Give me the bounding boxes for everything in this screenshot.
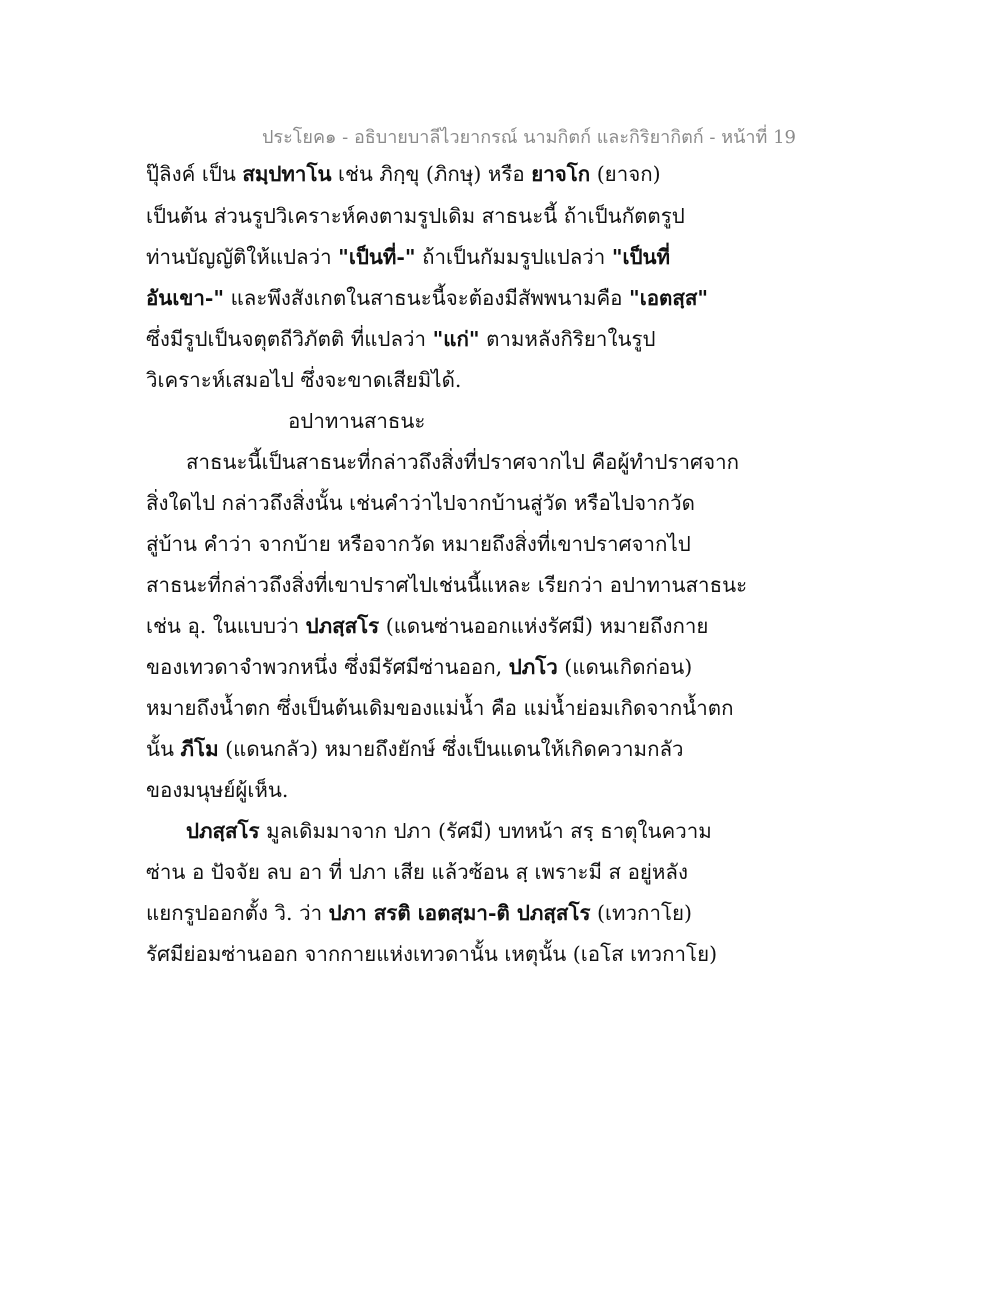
text-line xyxy=(146,612,708,642)
page-header: ประโยค๑ - อธิบายบาลีไวยากรณ์ นามกิตก์ และกิริยากิตก์ - หน้าที่ 19 xyxy=(262,127,796,148)
bold-term: ภีโม xyxy=(180,737,219,761)
text-line xyxy=(146,243,670,273)
text-line xyxy=(146,160,661,190)
text-run: สาธนะนี้เป็นสาธนะที่กล่าวถึงสิ่งที่ปราศจากไป คือผู้ทำปราศจาก xyxy=(186,450,739,474)
text-run: ซึ่งมีรูปเป็นจตุตถีวิภัตติ ที่แปลว่า xyxy=(146,327,433,351)
text-run: (ยาจก) xyxy=(590,162,661,186)
text-run: และพึงสังเกตในสาธนะนี้จะต้องมีสัพพนามคือ xyxy=(224,286,630,310)
bold-term: ปภา สรติ เอตสฺมา-ติ ปภสฺสโร xyxy=(328,901,591,925)
bold-term: ยาจโก xyxy=(531,162,591,186)
bold-term: ปภสฺสโร xyxy=(305,614,380,638)
text-line xyxy=(146,489,695,519)
text-line xyxy=(146,735,684,765)
bold-term: อันเขา-" xyxy=(146,286,225,310)
text-run: หมายถึงน้ำตก ซึ่งเป็นต้นเดิมของแม่น้ำ คือ แม่น้ำย่อมเกิดจากน้ำตก xyxy=(146,696,734,720)
text-run: ปุ๊ลิงค์ เป็น xyxy=(146,162,243,186)
text-run: ของมนุษย์ผู้เห็น. xyxy=(146,778,289,802)
text-run: ท่านบัญญัติให้แปลว่า xyxy=(146,245,339,269)
text-run: อปาทานสาธนะ xyxy=(288,409,426,433)
text-line xyxy=(146,940,717,970)
bold-term: "เป็นที่ xyxy=(611,245,671,269)
text-run: (แดนซ่านออกแห่งรัศมี) หมายถึงกาย xyxy=(379,614,709,638)
text-run: ถ้าเป็นกัมมรูปแปลว่า xyxy=(415,245,612,269)
bold-term: "เป็นที่-" xyxy=(338,245,416,269)
section-heading xyxy=(288,407,425,437)
text-line xyxy=(186,817,712,847)
bold-term: สมฺปทาโน xyxy=(242,162,332,186)
bold-term: ปภโว xyxy=(508,655,558,679)
text-run: สาธนะที่กล่าวถึงสิ่งที่เขาปราศไปเช่นนี้แหละ เรียกว่า อปาทานสาธนะ xyxy=(146,573,748,597)
text-line xyxy=(146,284,708,314)
bold-term: ปภสฺสโร xyxy=(186,819,260,843)
text-line xyxy=(146,530,691,560)
text-run: (แดนกลัว) หมายถึงยักษ์ ซึ่งเป็นแดนให้เกิดความกลัว xyxy=(218,737,684,761)
text-run: วิเคราะห์เสมอไป ซึ่งจะขาดเสียมิได้. xyxy=(146,368,462,392)
text-run: (เทวกาโย) xyxy=(590,901,692,925)
bold-term: "เอตสฺส" xyxy=(629,286,709,310)
text-run: ของเทวดาจำพวกหนึ่ง ซึ่งมีรัศมีซ่านออก, xyxy=(146,655,509,679)
text-run: แยกรูปออกตั้ง วิ. ว่า xyxy=(146,901,329,925)
text-run: มูลเดิมมาจาก ปภา (รัศมี) บทหน้า สรฺ ธาตุในความ xyxy=(259,819,712,843)
text-line xyxy=(146,325,656,355)
text-run: ซ่าน อ ปัจจัย ลบ อา ที่ ปภา เสีย แล้วซ้อน สฺ เพราะมี ส อยู่หลัง xyxy=(146,860,688,884)
text-run: สิ่งใดไป กล่าวถึงสิ่งนั้น เช่นคำว่าไปจากบ้านสู่วัด หรือไปจากวัด xyxy=(146,491,695,515)
text-line xyxy=(146,571,747,601)
text-run: ตามหลังกิริยาในรูป xyxy=(479,327,656,351)
text-run: (แดนเกิดก่อน) xyxy=(557,655,693,679)
text-run: สู่บ้าน คำว่า จากบ้าย หรือจากวัด หมายถึงสิ่งที่เขาปราศจากไป xyxy=(146,532,691,556)
bold-term: "แก่" xyxy=(432,327,480,351)
text-line xyxy=(146,694,734,724)
text-line xyxy=(146,776,288,806)
text-line xyxy=(146,202,685,232)
text-line xyxy=(146,899,692,929)
text-line xyxy=(186,448,739,478)
text-run: รัศมีย่อมซ่านออก จากกายแห่งเทวดานั้น เหตุนั้น (เอโส เทวกาโย) xyxy=(146,942,718,966)
text-run: เช่น อุ. ในแบบว่า xyxy=(146,614,306,638)
text-line xyxy=(146,858,688,888)
text-run: นั้น xyxy=(146,737,181,761)
text-run: เป็นต้น ส่วนรูปวิเคราะห์คงตามรูปเดิม สาธนะนี้ ถ้าเป็นกัตตรูป xyxy=(146,204,685,228)
text-line xyxy=(146,653,692,683)
text-run: เช่น ภิกฺขุ (ภิกษุ) หรือ xyxy=(331,162,532,186)
text-line xyxy=(146,366,461,396)
